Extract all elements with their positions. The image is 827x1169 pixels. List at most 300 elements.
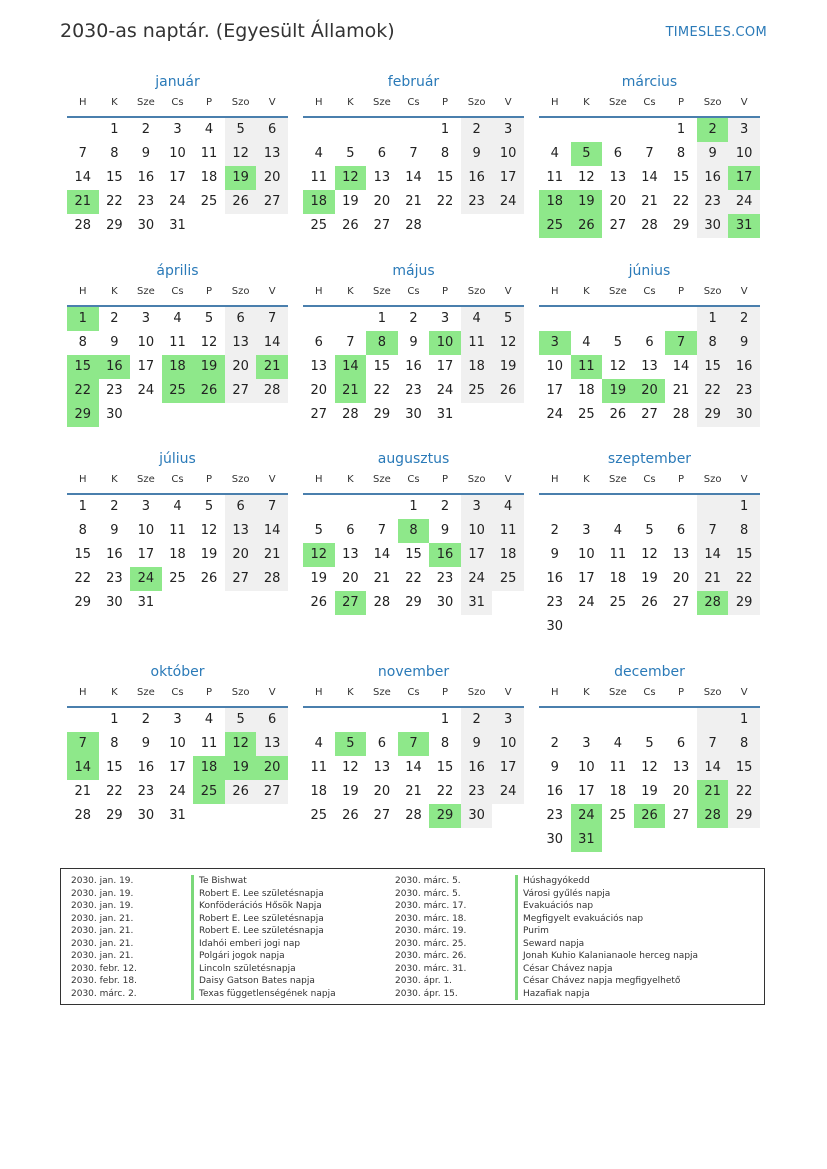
day-cell: 12 <box>225 142 257 166</box>
day-cell: 17 <box>492 166 524 190</box>
day-cell: 15 <box>106 170 123 185</box>
empty-cell <box>193 214 225 238</box>
empty-cell <box>539 118 571 142</box>
empty-cell <box>303 118 335 142</box>
day-cell: 1 <box>110 122 119 137</box>
month-name: április <box>156 263 199 279</box>
day-cell: 19 <box>641 784 658 799</box>
day-cell: 24 <box>436 383 454 398</box>
day-cell: 20 <box>672 571 690 586</box>
holiday-row <box>71 988 336 1001</box>
month-name: március <box>621 74 678 90</box>
month-10 <box>67 662 288 828</box>
day-cell: 3 <box>461 495 493 519</box>
weekday-label: Cs <box>407 97 420 108</box>
weekday-label: Sze <box>373 474 391 485</box>
weekday-label: H <box>551 474 559 485</box>
empty-cell <box>303 307 335 331</box>
day-cell: 8 <box>676 146 686 161</box>
day-cell: 15 <box>373 359 391 374</box>
day-cell: 16 <box>546 571 564 586</box>
empty-cell <box>665 828 697 852</box>
day-cell: 21 <box>256 355 288 379</box>
empty-cell <box>571 495 603 519</box>
day-cell: 8 <box>697 331 729 355</box>
holiday-name: Városi gyűlés napja <box>515 888 610 901</box>
day-cell: 21 <box>335 379 367 403</box>
day-cell: 30 <box>137 218 155 233</box>
holiday-list-right <box>395 875 698 1000</box>
holiday-row <box>395 975 698 988</box>
day-cell: 26 <box>310 595 328 610</box>
day-cell: 31 <box>169 218 186 233</box>
weekday-label: Szo <box>703 474 722 485</box>
weekday-label: K <box>111 474 118 485</box>
day-cell: 3 <box>173 712 182 727</box>
day-cell: 1 <box>728 708 760 732</box>
empty-cell <box>256 403 288 427</box>
day-cell: 31 <box>461 591 493 615</box>
day-cell: 3 <box>492 708 524 732</box>
empty-cell <box>225 804 257 828</box>
day-cell: 5 <box>204 499 214 514</box>
day-cell: 17 <box>728 166 760 190</box>
day-cell: 6 <box>377 736 387 751</box>
month-name: július <box>159 451 196 467</box>
month-6 <box>539 261 760 427</box>
empty-cell <box>429 214 461 238</box>
weekday-label: Cs <box>171 474 184 485</box>
day-cell: 11 <box>492 519 524 543</box>
day-cell: 5 <box>645 736 654 751</box>
day-cell: 19 <box>225 166 257 190</box>
month-name: május <box>392 263 435 279</box>
weekday-label: K <box>583 687 590 698</box>
day-cell: 6 <box>256 118 288 142</box>
day-cell: 11 <box>200 736 218 751</box>
weekday-label: V <box>504 474 512 485</box>
day-grid <box>539 495 760 639</box>
month-name: január <box>155 74 200 90</box>
day-cell: 7 <box>256 307 288 331</box>
day-cell: 20 <box>373 784 391 799</box>
holiday-name: Robert E. Lee születésnapja <box>191 925 324 938</box>
weekday-label: P <box>206 474 213 485</box>
day-cell: 25 <box>169 571 186 586</box>
day-cell: 8 <box>78 335 87 350</box>
day-cell: 1 <box>440 712 450 727</box>
holiday-date: 2030. márc. 31. <box>395 963 467 974</box>
day-cell: 4 <box>173 311 182 326</box>
weekday-label: Szo <box>231 97 250 108</box>
day-cell: 23 <box>461 190 493 214</box>
holiday-name: Húshagyókedd <box>515 875 590 888</box>
empty-cell <box>539 708 571 732</box>
holiday-row <box>71 913 336 926</box>
weekday-label: P <box>442 687 449 698</box>
day-cell: 18 <box>461 355 493 379</box>
day-grid <box>539 118 760 238</box>
empty-cell <box>256 804 288 828</box>
day-cell: 23 <box>546 595 564 610</box>
day-cell: 8 <box>728 732 760 756</box>
weekday-label: V <box>268 687 276 698</box>
day-cell: 5 <box>346 146 355 161</box>
day-cell: 18 <box>303 190 335 214</box>
day-grid <box>303 495 524 615</box>
holiday-date: 2030. ápr. 1. <box>395 976 453 986</box>
day-cell: 23 <box>461 780 493 804</box>
holiday-date: 2030. jan. 19. <box>71 901 134 911</box>
day-cell: 20 <box>609 194 627 209</box>
day-cell: 16 <box>461 166 493 190</box>
day-cell: 9 <box>728 331 760 355</box>
day-cell: 18 <box>193 756 225 780</box>
day-cell: 22 <box>672 194 690 209</box>
day-cell: 25 <box>492 567 524 591</box>
month-1 <box>67 72 288 238</box>
weekday-label: Szo <box>231 687 250 698</box>
day-cell: 4 <box>582 335 591 350</box>
weekday-label: Szo <box>703 97 722 108</box>
day-cell: 24 <box>169 194 186 209</box>
day-cell: 5 <box>645 523 654 538</box>
day-cell: 5 <box>225 118 257 142</box>
day-cell: 6 <box>225 307 257 331</box>
day-cell: 26 <box>641 595 658 610</box>
day-cell: 13 <box>609 170 627 185</box>
day-cell: 3 <box>440 311 450 326</box>
holiday-date: 2030. jan. 21. <box>71 951 134 961</box>
day-cell: 30 <box>106 595 123 610</box>
day-cell: 10 <box>169 736 186 751</box>
weekday-label: Sze <box>609 286 627 297</box>
day-cell: 16 <box>728 355 760 379</box>
weekday-label: Sze <box>137 97 155 108</box>
day-cell: 18 <box>578 383 595 398</box>
day-cell: 19 <box>225 756 257 780</box>
weekday-header <box>303 92 524 118</box>
day-cell: 1 <box>110 712 119 727</box>
day-cell: 15 <box>728 543 760 567</box>
day-cell: 9 <box>550 760 559 775</box>
day-cell: 12 <box>200 335 218 350</box>
empty-cell <box>665 615 697 639</box>
weekday-label: Szo <box>703 687 722 698</box>
empty-cell <box>665 708 697 732</box>
holiday-row <box>395 875 698 888</box>
weekday-header <box>67 281 288 307</box>
weekday-label: Sze <box>137 474 155 485</box>
holiday-row <box>395 900 698 913</box>
day-cell: 12 <box>225 732 257 756</box>
day-cell: 4 <box>492 495 524 519</box>
day-cell: 30 <box>546 619 564 634</box>
holiday-name: Megfigyelt evakuációs nap <box>515 913 643 926</box>
holiday-date: 2030. márc. 2. <box>71 988 137 999</box>
day-cell: 20 <box>225 543 257 567</box>
day-cell: 18 <box>539 190 571 214</box>
weekday-label: Cs <box>171 97 184 108</box>
empty-cell <box>634 615 666 639</box>
day-cell: 7 <box>665 331 697 355</box>
day-grid <box>303 708 524 828</box>
empty-cell <box>225 591 257 615</box>
day-cell: 16 <box>137 760 155 775</box>
day-cell: 4 <box>461 307 493 331</box>
day-cell: 9 <box>697 142 729 166</box>
day-cell: 29 <box>697 403 729 427</box>
day-cell: 25 <box>310 808 328 823</box>
holiday-list <box>60 868 765 1005</box>
page-title: 2030-as naptár. (Egyesült Államok) <box>60 20 395 42</box>
month-name: augusztus <box>377 451 450 467</box>
day-cell: 27 <box>672 808 690 823</box>
day-cell: 26 <box>225 190 257 214</box>
day-cell: 31 <box>169 808 186 823</box>
day-cell: 2 <box>550 736 559 751</box>
weekday-label: Szo <box>467 97 486 108</box>
day-cell: 15 <box>728 756 760 780</box>
month-8 <box>303 449 524 615</box>
day-cell: 26 <box>609 407 627 422</box>
months-grid <box>67 72 760 872</box>
empty-cell <box>225 403 257 427</box>
day-cell: 25 <box>539 214 571 238</box>
month-name: február <box>387 74 440 90</box>
day-cell: 24 <box>169 784 186 799</box>
weekday-label: P <box>442 97 449 108</box>
day-cell: 13 <box>225 331 257 355</box>
day-cell: 12 <box>609 359 627 374</box>
empty-cell <box>335 118 367 142</box>
day-cell: 31 <box>571 828 603 852</box>
weekday-label: H <box>315 286 323 297</box>
empty-cell <box>225 214 257 238</box>
empty-cell <box>492 804 524 828</box>
day-cell: 31 <box>728 214 760 238</box>
weekday-label: Sze <box>609 687 627 698</box>
site-link[interactable]: TIMESLES.COM <box>665 25 767 40</box>
day-grid <box>67 307 288 427</box>
day-cell: 4 <box>613 736 623 751</box>
day-cell: 18 <box>492 543 524 567</box>
day-cell: 14 <box>641 170 658 185</box>
day-cell: 1 <box>78 499 87 514</box>
holiday-date: 2030. márc. 5. <box>395 876 461 886</box>
month-name: december <box>614 664 685 680</box>
day-cell: 5 <box>492 307 524 331</box>
day-cell: 25 <box>609 808 627 823</box>
empty-cell <box>193 804 225 828</box>
day-cell: 23 <box>728 379 760 403</box>
empty-cell <box>492 591 524 615</box>
month-2 <box>303 72 524 238</box>
holiday-date: 2030. márc. 17. <box>395 901 467 911</box>
day-cell: 23 <box>436 571 454 586</box>
day-cell: 22 <box>74 571 92 586</box>
day-cell: 19 <box>602 379 634 403</box>
day-cell: 15 <box>106 760 123 775</box>
empty-cell <box>162 403 194 427</box>
weekday-label: H <box>551 286 559 297</box>
holiday-row <box>71 900 336 913</box>
day-cell: 15 <box>697 355 729 379</box>
day-cell: 17 <box>578 784 595 799</box>
day-cell: 23 <box>137 784 155 799</box>
weekday-label: H <box>79 687 87 698</box>
day-cell: 28 <box>641 218 658 233</box>
day-cell: 2 <box>110 311 119 326</box>
day-cell: 15 <box>74 547 92 562</box>
day-cell: 21 <box>641 194 658 209</box>
holiday-row <box>395 950 698 963</box>
weekday-label: H <box>79 474 87 485</box>
holiday-name: César Chávez napja <box>515 963 613 976</box>
day-cell: 18 <box>310 784 328 799</box>
day-cell: 26 <box>342 218 359 233</box>
day-cell: 8 <box>366 331 398 355</box>
day-cell: 6 <box>613 146 623 161</box>
day-cell: 27 <box>225 567 257 591</box>
day-cell: 3 <box>141 311 151 326</box>
day-cell: 15 <box>67 355 99 379</box>
day-cell: 6 <box>645 335 654 350</box>
day-cell: 2 <box>697 118 729 142</box>
day-cell: 23 <box>405 383 422 398</box>
day-cell: 29 <box>672 218 690 233</box>
day-cell: 11 <box>609 760 627 775</box>
day-cell: 6 <box>676 736 686 751</box>
empty-cell <box>697 615 729 639</box>
day-cell: 10 <box>546 359 564 374</box>
day-cell: 20 <box>342 571 359 586</box>
weekday-label: Sze <box>609 474 627 485</box>
empty-cell <box>461 214 493 238</box>
day-cell: 7 <box>697 519 729 543</box>
empty-cell <box>602 708 634 732</box>
day-cell: 11 <box>169 523 186 538</box>
holiday-row <box>395 938 698 951</box>
holiday-date: 2030. jan. 19. <box>71 876 134 886</box>
day-cell: 11 <box>310 170 328 185</box>
weekday-label: P <box>442 286 449 297</box>
day-cell: 13 <box>342 547 359 562</box>
day-cell: 17 <box>169 760 186 775</box>
day-cell: 25 <box>461 379 493 403</box>
weekday-label: Cs <box>171 687 184 698</box>
holiday-date: 2030. jan. 21. <box>71 913 134 924</box>
empty-cell <box>366 708 398 732</box>
day-cell: 19 <box>200 547 218 562</box>
day-cell: 21 <box>256 543 288 567</box>
day-cell: 2 <box>141 122 151 137</box>
day-grid <box>539 708 760 852</box>
day-cell: 7 <box>256 495 288 519</box>
empty-cell <box>634 828 666 852</box>
day-cell: 26 <box>200 571 218 586</box>
day-cell: 25 <box>609 595 627 610</box>
empty-cell <box>697 495 729 519</box>
day-cell: 24 <box>728 190 760 214</box>
day-cell: 5 <box>613 335 623 350</box>
holiday-date: 2030. jan. 21. <box>71 926 134 936</box>
weekday-label: K <box>347 286 354 297</box>
day-cell: 12 <box>578 170 595 185</box>
empty-cell <box>335 495 367 519</box>
day-cell: 29 <box>728 804 760 828</box>
weekday-label: Szo <box>703 286 722 297</box>
day-cell: 9 <box>550 547 559 562</box>
day-cell: 1 <box>676 122 686 137</box>
month-11 <box>303 662 524 828</box>
day-cell: 21 <box>697 780 729 804</box>
day-cell: 12 <box>641 760 658 775</box>
holiday-date: 2030. ápr. 15. <box>395 988 458 999</box>
day-cell: 19 <box>342 784 359 799</box>
weekday-label: V <box>740 286 748 297</box>
day-cell: 2 <box>110 499 119 514</box>
weekday-label: Szo <box>467 474 486 485</box>
holiday-name: Idahói emberi jogi nap <box>191 938 300 951</box>
month-7 <box>67 449 288 615</box>
empty-cell <box>602 615 634 639</box>
holiday-name: Seward napja <box>515 938 584 951</box>
weekday-label: K <box>347 687 354 698</box>
day-cell: 14 <box>67 756 99 780</box>
weekday-header <box>303 469 524 495</box>
day-cell: 28 <box>256 567 288 591</box>
day-cell: 22 <box>436 784 454 799</box>
day-cell: 9 <box>461 732 493 756</box>
day-cell: 24 <box>137 383 155 398</box>
weekday-label: Szo <box>231 474 250 485</box>
day-cell: 22 <box>436 194 454 209</box>
weekday-label: P <box>206 286 213 297</box>
empty-cell <box>366 118 398 142</box>
empty-cell <box>602 495 634 519</box>
day-cell: 16 <box>99 355 131 379</box>
day-cell: 30 <box>137 808 155 823</box>
month-9 <box>539 449 760 639</box>
day-cell: 20 <box>310 383 328 398</box>
day-cell: 8 <box>398 519 430 543</box>
day-cell: 2 <box>440 499 450 514</box>
weekday-label: V <box>504 97 512 108</box>
day-cell: 29 <box>429 804 461 828</box>
day-cell: 13 <box>641 359 658 374</box>
month-name: szeptember <box>607 451 692 467</box>
empty-cell <box>335 708 367 732</box>
day-cell: 30 <box>461 804 493 828</box>
day-cell: 30 <box>697 214 729 238</box>
empty-cell <box>303 708 335 732</box>
weekday-label: V <box>740 97 748 108</box>
day-cell: 11 <box>200 146 218 161</box>
day-cell: 14 <box>405 760 422 775</box>
day-cell: 11 <box>546 170 564 185</box>
day-cell: 10 <box>492 732 524 756</box>
day-cell: 3 <box>582 736 591 751</box>
holiday-date: 2030. márc. 5. <box>395 888 461 899</box>
day-cell: 19 <box>492 355 524 379</box>
empty-cell <box>67 118 99 142</box>
day-cell: 13 <box>256 732 288 756</box>
day-grid <box>539 307 760 427</box>
empty-cell <box>256 214 288 238</box>
weekday-label: P <box>678 474 685 485</box>
day-cell: 11 <box>169 335 186 350</box>
